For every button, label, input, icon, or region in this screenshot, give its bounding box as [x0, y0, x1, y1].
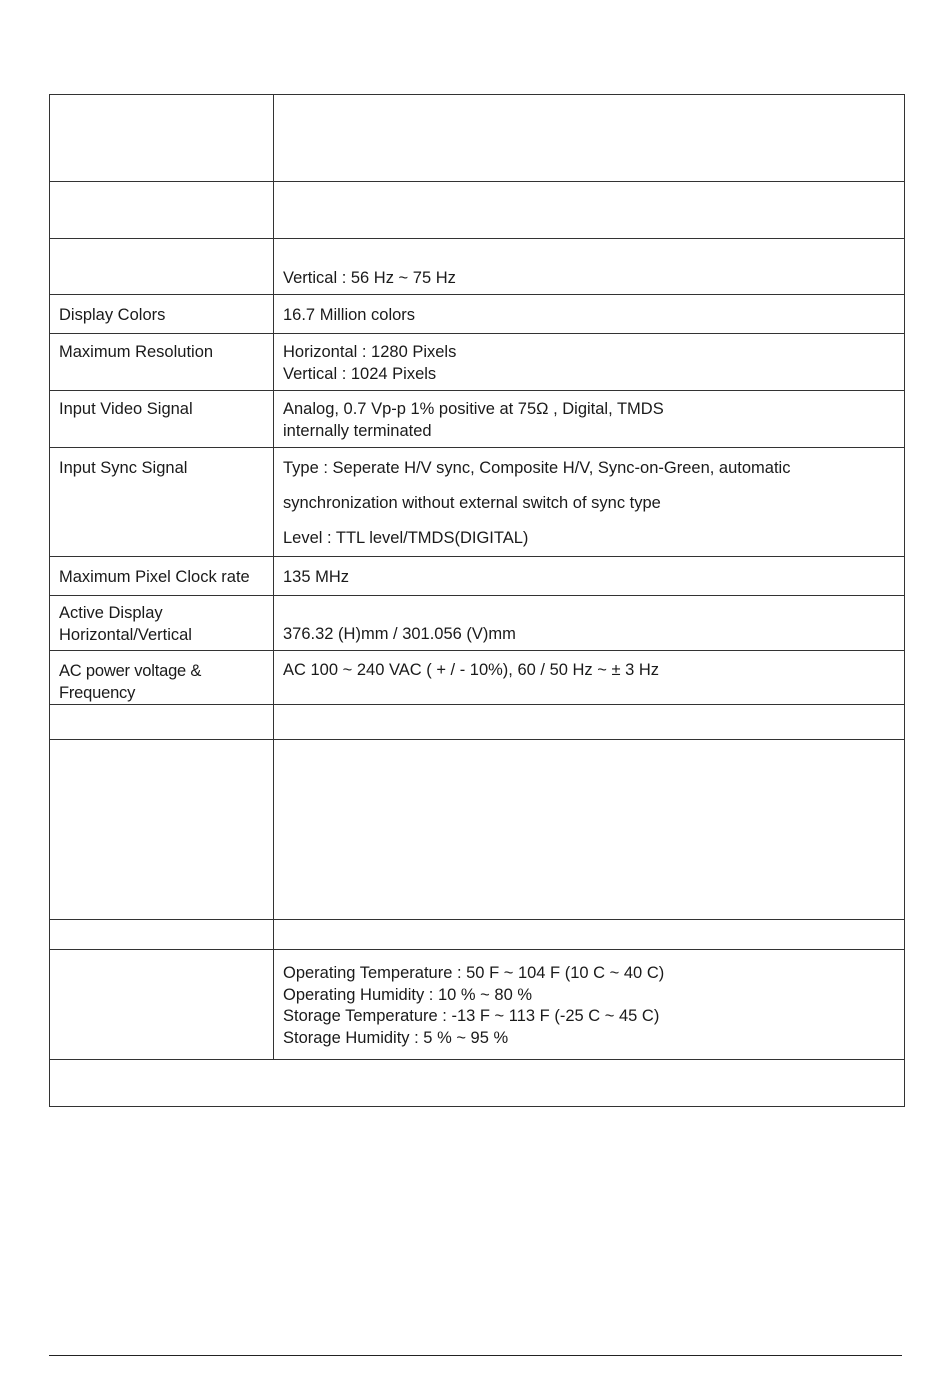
spec-value-cell — [274, 950, 905, 1060]
spec-value-cell — [274, 334, 905, 391]
table-row — [50, 557, 905, 596]
spec-value-line: Vertical : 1024 Pixels — [283, 364, 437, 383]
table-row — [50, 391, 905, 448]
spec-value-cell — [274, 95, 905, 182]
spec-label-cell — [50, 950, 274, 1060]
spec-label-cell — [50, 740, 274, 920]
spec-value-cell — [274, 391, 905, 448]
spec-value: AC 100 ~ 240 VAC ( + / - 10%), 60 / 50 Hz ~ ± 3 Hz — [274, 651, 905, 705]
table-row — [50, 740, 905, 920]
spec-label-cell — [50, 920, 274, 950]
spec-label: Input Sync Signal — [50, 448, 274, 557]
spec-label-line: Active Display — [59, 604, 163, 622]
spec-value-cell — [274, 920, 905, 950]
spec-label-cell — [50, 95, 274, 182]
spec-value-cell — [274, 182, 905, 239]
spec-value-line: Level : TTL level/TMDS(DIGITAL) — [283, 529, 529, 547]
spec-label-cell — [50, 705, 274, 740]
spec-value-line: Analog, 0.7 Vp-p 1% positive at 75Ω , Digital, TMDS — [283, 400, 664, 418]
table-row — [50, 182, 905, 239]
spec-value-line: synchronization without external switch of sync type — [283, 493, 661, 512]
spec-value-cell — [274, 448, 905, 557]
table-row — [50, 334, 905, 391]
spec-label: AC power voltage & Frequency — [50, 651, 274, 705]
spec-label-cell — [50, 596, 274, 651]
spec-label: Input Video Signal — [50, 391, 274, 448]
vertical-frequency-value: Vertical : 56 Hz ~ 75 Hz — [283, 269, 456, 287]
spec-label: Maximum Resolution — [50, 334, 274, 391]
spec-value: 16.7 Million colors — [274, 295, 905, 334]
spec-value-line: Storage Temperature : -13 F ~ 113 F (-25 C ~ 45 C) — [283, 1007, 660, 1025]
spec-label-cell — [50, 239, 274, 295]
table-row — [50, 448, 905, 557]
table-row — [50, 95, 905, 182]
spec-label-cell — [50, 182, 274, 239]
table-row — [50, 239, 905, 295]
spec-table — [49, 94, 905, 1107]
spec-value-line: Operating Temperature : 50 F ~ 104 F (10 C ~ 40 C) — [283, 964, 665, 982]
footer-rule — [49, 1355, 902, 1356]
table-row — [50, 920, 905, 950]
spec-label: Display Colors — [50, 295, 274, 334]
table-row — [50, 1060, 905, 1107]
spec-value-cell — [274, 239, 905, 295]
spec-value: 376.32 (H)mm / 301.056 (V)mm — [274, 596, 905, 651]
spec-value-line: Operating Humidity : 10 % ~ 80 % — [283, 985, 532, 1004]
spec-label-line: Horizontal/Vertical — [59, 625, 192, 644]
spec-value: 135 MHz — [274, 557, 905, 596]
spec-value-cell — [274, 740, 905, 920]
spec-value-cell — [274, 705, 905, 740]
spec-value-line: Storage Humidity : 5 % ~ 95 % — [283, 1028, 509, 1047]
table-row — [50, 596, 905, 651]
spec-value-line: Type : Seperate H/V sync, Composite H/V, Sync-on-Green, automatic — [283, 459, 791, 477]
spec-footer-cell — [50, 1060, 905, 1107]
table-row — [50, 651, 905, 705]
spec-value-line: Horizontal : 1280 Pixels — [283, 343, 457, 361]
table-row — [50, 295, 905, 334]
table-row — [50, 705, 905, 740]
spec-label: Maximum Pixel Clock rate — [50, 557, 274, 596]
spec-value-line: internally terminated — [283, 421, 432, 440]
table-row — [50, 950, 905, 1060]
